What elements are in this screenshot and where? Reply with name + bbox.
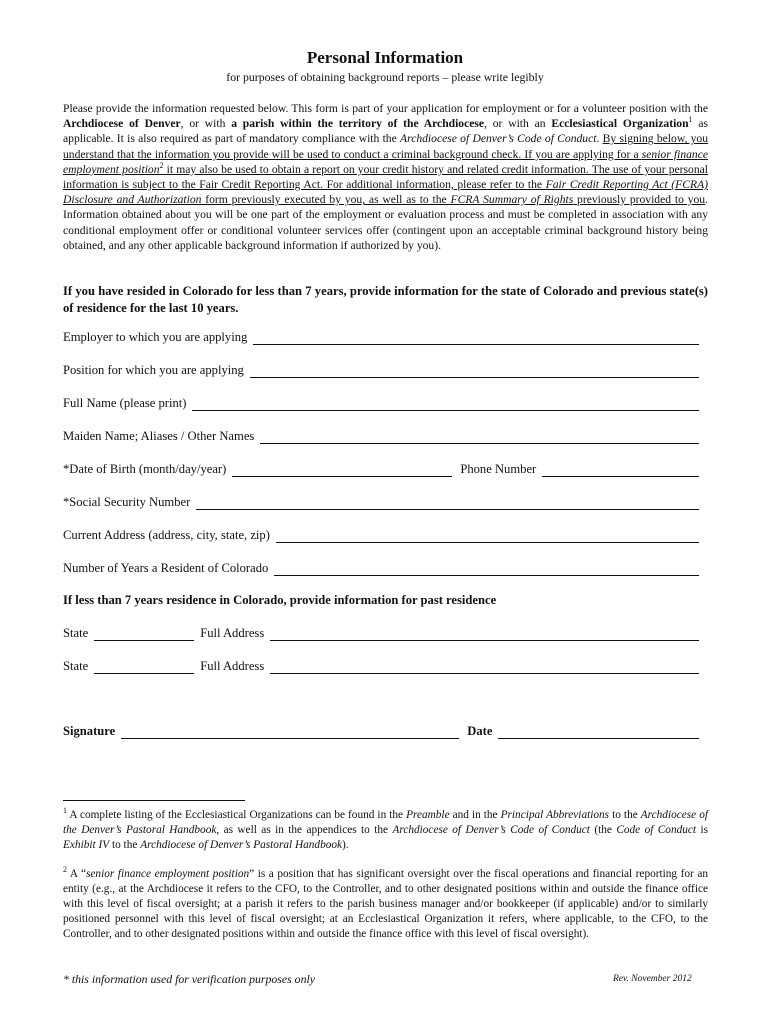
- footnote-divider: [63, 800, 245, 801]
- full-address-field-2[interactable]: [270, 659, 699, 674]
- footnote-1: [63, 808, 708, 853]
- state-field-2[interactable]: [94, 659, 194, 674]
- address-label: Current Address (address, city, state, zip): [63, 528, 270, 542]
- intro-italic: Archdiocese of Denver’s Code of Conduct: [400, 132, 597, 146]
- employer-row: [63, 327, 699, 345]
- intro-text: . Information obtained about you will be one part of the employment or evaluation process and must be completed in association with any conditional employment offer or conditional volunteer services offer (contingent upon an acceptable criminal background history being obtained, and any other applicable background information if authorized by you).: [63, 193, 709, 252]
- intro-text: as applicable. It is also required as part of mandatory compliance with the: [63, 117, 708, 146]
- dob-phone-row: [63, 459, 699, 477]
- verification-note: * this information used for verification purposes only: [63, 972, 315, 986]
- address-row: [63, 525, 699, 543]
- intro-bold: a parish within the territory of the Archdiocese: [231, 117, 485, 131]
- full-address-field-1[interactable]: [270, 626, 699, 641]
- page-subtitle: for purposes of obtaining background reports – please write legibly: [226, 70, 544, 84]
- past-residence-row-1: [63, 623, 699, 641]
- years-field[interactable]: [274, 561, 699, 576]
- consent-italic: senior finance employment position: [63, 147, 708, 176]
- footnote-text: to the: [109, 839, 141, 851]
- footnote-italic: senior finance employment position: [86, 868, 250, 880]
- signature-label: Signature: [63, 724, 116, 738]
- state-field-1[interactable]: [94, 626, 194, 641]
- footnote-text: and in the: [449, 809, 501, 821]
- footnote-italic: Archdiocese of Denver’s Code of Conduct: [392, 824, 590, 836]
- signature-row: [63, 721, 699, 739]
- consent-italic: Fair Credit Reporting Act (FCRA) Disclosure and Authorization: [63, 178, 709, 207]
- full-name-label: Full Name (please print): [63, 396, 187, 410]
- employer-field[interactable]: [253, 330, 699, 345]
- state-label: State: [63, 659, 89, 673]
- full-name-row: [63, 393, 699, 411]
- state-label: State: [63, 626, 89, 640]
- footnote-text: A complete listing of the Ecclesiastical Organizations can be found in the: [67, 809, 407, 821]
- intro-bold: Ecclesiastical Organization: [551, 117, 689, 131]
- revision-date: Rev. November 2012: [613, 974, 692, 984]
- intro-text: , or with an: [484, 117, 552, 131]
- footnote-italic: Archdiocese of the Denver’s Pastoral Handbook: [63, 809, 708, 836]
- ssn-label: *Social Security Number: [63, 495, 191, 509]
- maiden-name-label: Maiden Name; Aliases / Other Names: [63, 429, 255, 443]
- consent-italic: FCRA Summary of Rights: [450, 193, 574, 207]
- years-row: [63, 558, 699, 576]
- footnote-text: , as well as in the appendices to the: [216, 824, 393, 836]
- intro-text: .: [596, 132, 603, 146]
- years-label: Number of Years a Resident of Colorado: [63, 561, 269, 575]
- full-name-field[interactable]: [192, 396, 699, 411]
- footnote-text: is: [696, 824, 709, 836]
- dob-label: *Date of Birth (month/day/year): [63, 462, 227, 476]
- footnote-ref: 2: [159, 160, 164, 170]
- dob-field[interactable]: [232, 462, 452, 477]
- past-residence-row-2: [63, 656, 699, 674]
- footnote-ref: 1: [688, 115, 693, 125]
- past-residence-instruction: If less than 7 years residence in Colorado, provide information for past residence: [63, 593, 497, 607]
- full-address-label: Full Address: [200, 659, 265, 673]
- maiden-name-row: [63, 426, 699, 444]
- footnote-text: ).: [342, 839, 349, 851]
- footnote-text: to the: [609, 809, 641, 821]
- position-field[interactable]: [250, 363, 699, 378]
- intro-paragraph: [63, 101, 708, 253]
- consent-part: it may also be used to obtain a report on your credit history and related credit information. The use of your personal information is subject to the Fair Credit Reporting Act. For additional information, please refer to the: [63, 162, 708, 192]
- employer-label: Employer to which you are applying: [63, 330, 248, 344]
- footnote-italic: Preamble: [406, 809, 450, 821]
- page-title: Personal Information: [306, 48, 464, 67]
- ssn-field[interactable]: [196, 495, 699, 510]
- position-row: [63, 360, 699, 378]
- phone-label: Phone Number: [460, 462, 537, 476]
- footnote-number: 2: [63, 865, 67, 875]
- phone-field[interactable]: [542, 462, 699, 477]
- address-field[interactable]: [276, 528, 699, 543]
- footnote-italic: Code of Conduct: [616, 824, 697, 836]
- full-address-label: Full Address: [200, 626, 265, 640]
- date-label: Date: [467, 724, 493, 738]
- intro-bold: Archdiocese of Denver: [63, 117, 181, 131]
- intro-text: Please provide the information requested below. This form is part of your application for employment or for a volunteer position with the: [63, 102, 708, 115]
- intro-text: , or with: [180, 117, 232, 131]
- consent-part: previously provided to you: [573, 193, 706, 207]
- ssn-row: [63, 492, 699, 510]
- footnote-italic: Archdiocese of Denver’s Pastoral Handbook: [140, 839, 343, 851]
- maiden-name-field[interactable]: [260, 429, 699, 444]
- footnote-text: ” is a position that has significant oversight over the fiscal operations and financial reporting for an entity (e.g., at the Archdiocese it refers to the CFO, to the Controller, and to other designated positions within and outside the finance office with this level of fiscal oversight; at a parish it refers to the parish business manager and/or bookkeeper (if applicable) and/or to similarly positioned personnel with this level of fiscal oversight; at an Ecclesiastical Organization it refers, where applicable, to the CFO, to the Controller, and to other designated positions within and outside the finance office with this level of fiscal oversight).: [63, 868, 709, 940]
- consent-part: form previously executed by you, as well as to the: [201, 193, 451, 207]
- residence-instruction: If you have resided in Colorado for less than 7 years, provide information for the state of Colorado and previous state(s) of residence for the last 10 years.: [63, 284, 708, 315]
- position-label: Position for which you are applying: [63, 363, 244, 377]
- signature-field[interactable]: [121, 724, 459, 739]
- consent-part: By signing below, you understand that the information you provide will be used to conduct a criminal background check. If you are applying for a: [63, 132, 709, 161]
- footnote-italic: Exhibit IV: [63, 839, 110, 851]
- date-field[interactable]: [498, 724, 699, 739]
- footnote-number: 1: [63, 806, 67, 816]
- footnote-italic: Principal Abbreviations: [500, 809, 610, 821]
- footnote-2: [63, 867, 708, 942]
- footnote-text: A “: [67, 868, 87, 880]
- footnote-text: (the: [589, 824, 617, 836]
